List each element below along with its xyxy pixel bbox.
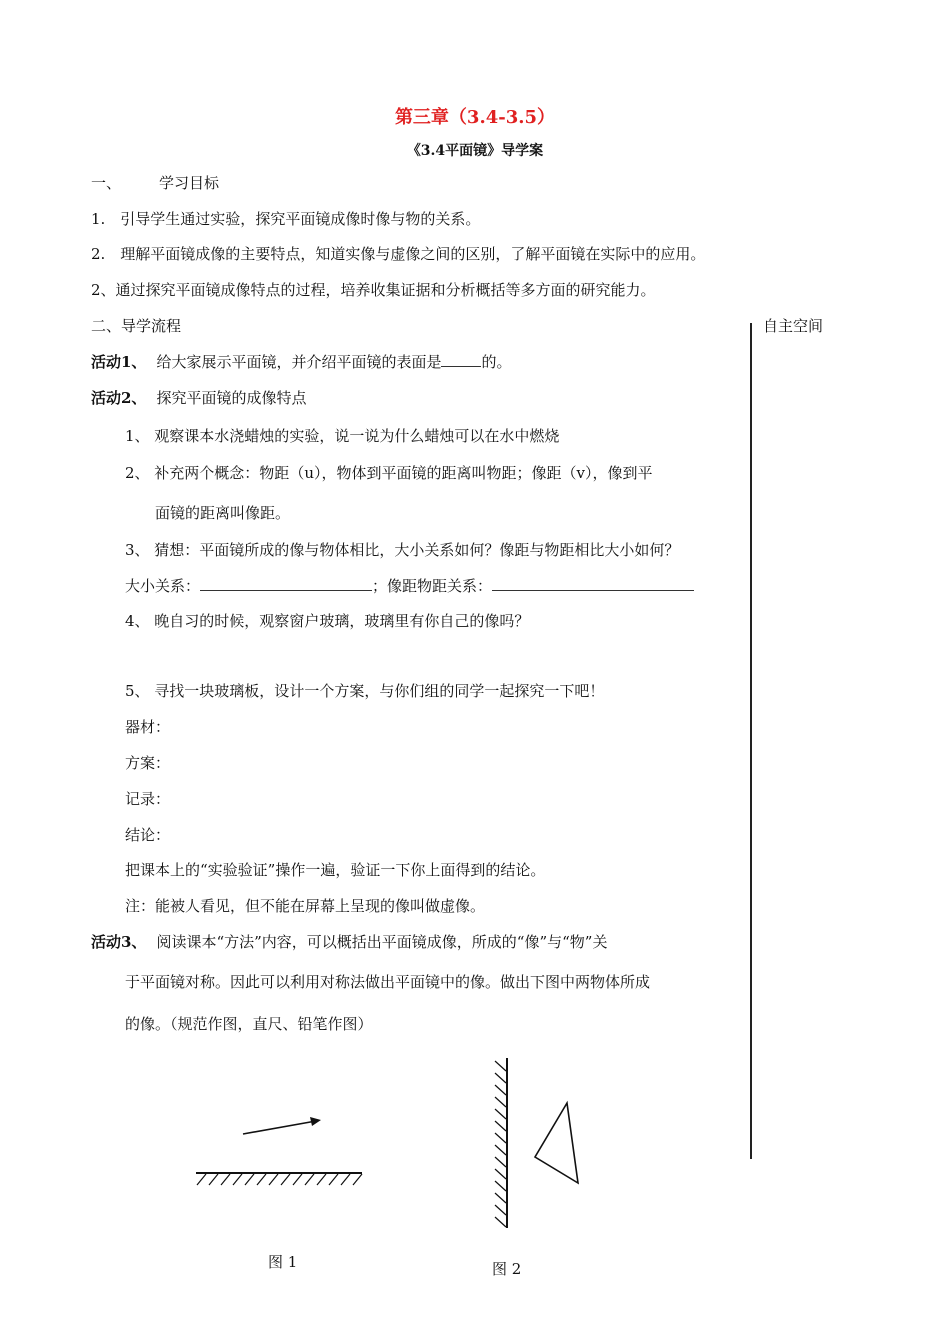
plan-label: 方案： [125, 754, 171, 772]
objective-1: 1. 引导学生通过实验，探究平面镜成像时像与物的关系。 [91, 210, 481, 228]
section1-number: 一、 [91, 174, 122, 192]
figure-2 [485, 1055, 595, 1235]
arrow-object [243, 1117, 321, 1134]
record-label: 记录： [125, 790, 171, 808]
vertical-mirror [495, 1058, 507, 1228]
figure-1-caption: 图 1 [268, 1253, 298, 1271]
relation-separator: ； [372, 577, 388, 595]
objective-2: 2. 理解平面镜成像的主要特点，知道实像与虚像之间的区别，了解平面镜在实际中的应用。 [91, 245, 706, 263]
activity1-row [91, 352, 511, 372]
figure-2-caption: 图 2 [492, 1260, 522, 1278]
page-subtitle: 《3.4平面镜》导学案 [406, 143, 544, 159]
activity2-step2-line1: 2、 补充两个概念：物距（u），物体到平面镜的距离叫物距；像距（v），像到平 [125, 464, 653, 482]
conclusion-label: 结论： [125, 826, 171, 844]
section1-heading: 学习目标 [159, 174, 220, 192]
figure-1 [190, 1110, 370, 1190]
materials-label: 器材： [125, 718, 171, 736]
activity3-line2: 于平面镜对称。因此可以利用对称法做出平面镜中的像。做出下图中两物体所成 [125, 973, 651, 991]
activity2-row [91, 388, 306, 408]
activity1-suffix: 的。 [481, 353, 512, 371]
activity3-line1: 阅读课本“方法”内容，可以概括出平面镜成像，所成的“像”与“物”关 [156, 933, 608, 951]
activity2-label: 活动2、 [91, 389, 147, 407]
activity1-label: 活动1、 [91, 353, 147, 371]
distance-relation-label: 像距物距关系： [387, 577, 493, 595]
activity2-step4: 4、 晚自习的时候，观察窗户玻璃，玻璃里有你自己的像吗？ [125, 612, 530, 630]
size-relation-label: 大小关系： [125, 577, 201, 595]
margin-divider [750, 323, 752, 1159]
activity1-text: 给大家展示平面镜，并介绍平面镜的表面是 [156, 353, 442, 371]
activity2-step2-line2: 面镜的距离叫像距。 [155, 504, 291, 522]
activity3-label: 活动3、 [91, 933, 147, 951]
activity2-step5: 5、 寻找一块玻璃板，设计一个方案，与你们组的同学一起探究一下吧！ [125, 682, 605, 700]
size-relation-blank[interactable] [200, 576, 372, 591]
activity2-step1: 1、 观察课本水浇蜡烛的实验，说一说为什么蜡烛可以在水中燃烧 [125, 427, 560, 445]
section2-heading: 二、导学流程 [91, 317, 182, 335]
objective-3: 2、通过探究平面镜成像特点的过程，培养收集证据和分析概括等多方面的研究能力。 [91, 281, 656, 299]
relations-row [125, 576, 694, 596]
activity3-line3: 的像。（规范作图，直尺、铅笔作图） [125, 1015, 373, 1033]
horizontal-mirror [196, 1173, 362, 1185]
activity2-text: 探究平面镜的成像特点 [156, 389, 307, 407]
side-note-label: 自主空间 [763, 317, 824, 335]
triangle-object [535, 1103, 578, 1183]
distance-relation-blank[interactable] [492, 576, 694, 591]
activity1-blank[interactable] [441, 352, 481, 367]
page-title: 第三章（3.4-3.5） [394, 107, 556, 128]
activity3-row [91, 932, 607, 952]
activity2-step3: 3、 猜想：平面镜所成的像与物体相比，大小关系如何？像距与物距相比大小如何？ [125, 541, 680, 559]
verify-instruction: 把课本上的“实验验证”操作一遍，验证一下你上面得到的结论。 [125, 861, 546, 879]
virtual-image-note: 注：能被人看见，但不能在屏幕上呈现的像叫做虚像。 [125, 897, 486, 915]
